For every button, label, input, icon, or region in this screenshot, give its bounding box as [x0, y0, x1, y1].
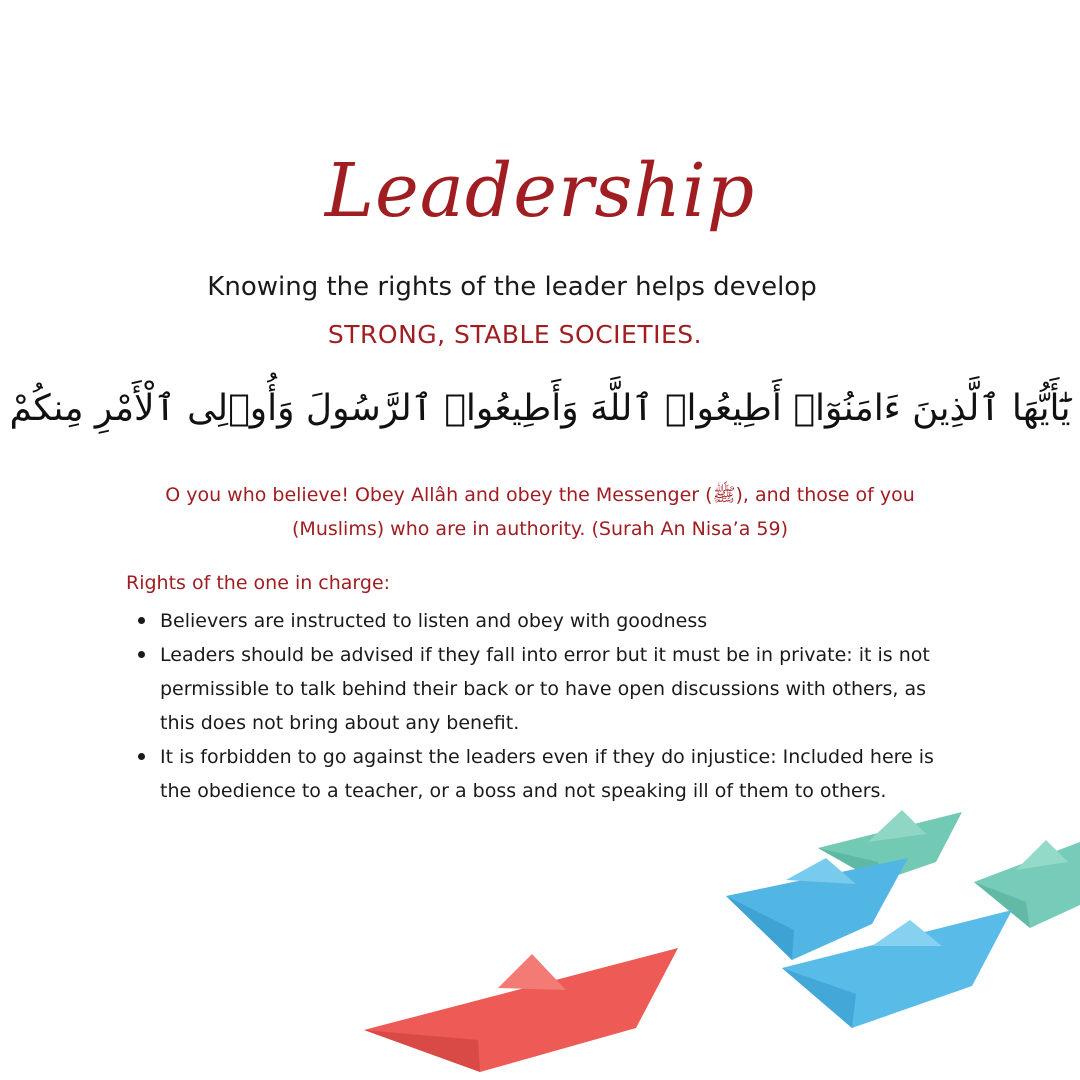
- list-item-line: Leaders should be advised if they fall into error but it must be in private: it is not: [160, 644, 930, 666]
- list-item-line: the obedience to a teacher, or a boss and not speaking ill of them to others.: [160, 780, 887, 802]
- intro-text: Knowing the rights of the leader helps develop: [207, 272, 817, 302]
- page-title: Leadership: [324, 148, 756, 234]
- translation-line: (Muslims) who are in authority. (Surah An Nisa’a 59): [292, 518, 788, 540]
- translation-line: O you who believe! Obey Allâh and obey the Messenger (ﷺ), and those of you: [165, 484, 915, 506]
- list-item-line: Believers are instructed to listen and obey with goodness: [160, 610, 708, 632]
- teal-paper-boat-right: [974, 840, 1080, 928]
- arabic-verse: يَٰٓأَيُّهَا ٱلَّذِينَ ءَامَنُوٓا۟ أَطِيعُوا۟ ٱللَّهَ وَأَطِيعُوا۟ ٱلرَّسُولَ وَأُو۟لِى ٱلْأَمْرِ مِنكُمْ: [9, 388, 1071, 429]
- list-item-line: It is forbidden to go against the leaders even if they do injustice: Included here is: [160, 746, 934, 768]
- list-item-line: permissible to talk behind their back or to have open discussions with others, as: [160, 678, 927, 700]
- intro-highlight: STRONG, STABLE SOCIETIES.: [327, 320, 703, 349]
- red-paper-boat: [364, 948, 678, 1072]
- rights-heading: Rights of the one in charge:: [126, 572, 391, 594]
- list-item-line: this does not bring about any benefit.: [160, 712, 520, 734]
